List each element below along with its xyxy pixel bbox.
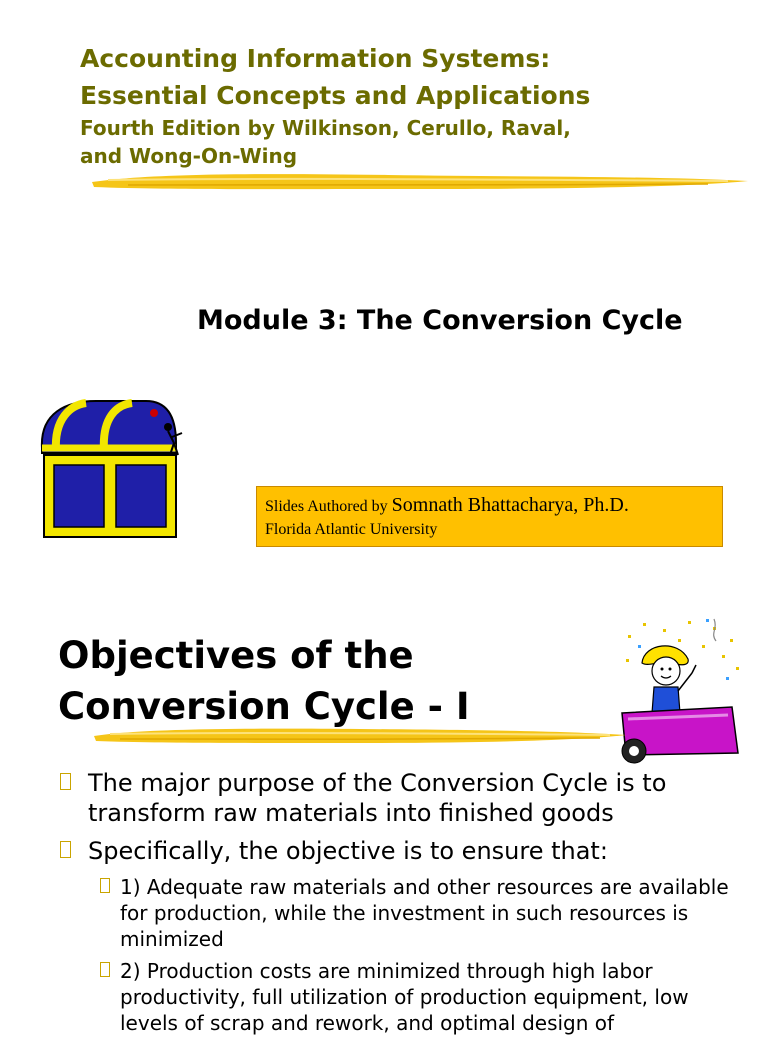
author-affiliation: Florida Atlantic University (265, 521, 438, 538)
square-bullet-icon (100, 878, 110, 893)
girl-in-car-icon (618, 615, 748, 767)
square-bullet-icon (100, 962, 110, 977)
bullet-text: Specifically, the objective is to ensure that: (88, 837, 608, 865)
bullet-item (58, 836, 748, 866)
brush-stroke-divider-2 (90, 723, 630, 749)
bullet-list (58, 768, 748, 1042)
bullet-text: The major purpose of the Conversion Cycle is to transform raw materials into finished goods (88, 769, 667, 827)
author-box (256, 486, 723, 547)
slide-title: Objectives of the Conversion Cycle - I (58, 634, 470, 728)
bullet-item (58, 768, 748, 828)
sub-bullet-item (58, 874, 748, 952)
title-line-1: Accounting Information Systems: (80, 44, 551, 73)
book-title (80, 40, 760, 170)
author-prefix: Slides Authored by (265, 498, 392, 515)
title-line-2: Essential Concepts and Applications (80, 81, 591, 110)
author-line (265, 493, 714, 519)
treasure-chest-icon (36, 393, 186, 543)
sub-bullet-text: 1) Adequate raw materials and other resources are available for production, while the investment in such resources is minimized (120, 875, 729, 951)
module-title: Module 3: The Conversion Cycle (197, 305, 683, 336)
square-bullet-icon (60, 773, 71, 790)
title-line-3: Fourth Edition by Wilkinson, Cerullo, Raval, (80, 116, 571, 140)
author-name: Somnath Bhattacharya, Ph.D. (391, 494, 629, 516)
square-bullet-icon (60, 841, 71, 858)
sub-bullet-item (58, 958, 748, 1036)
title-line-4: and Wong-On-Wing (80, 144, 298, 168)
brush-stroke-divider (88, 168, 752, 196)
sub-bullet-text: 2) Production costs are minimized through high labor productivity, full utilization of production equipment, low levels of scrap and rework, and optimal design of (120, 959, 689, 1035)
